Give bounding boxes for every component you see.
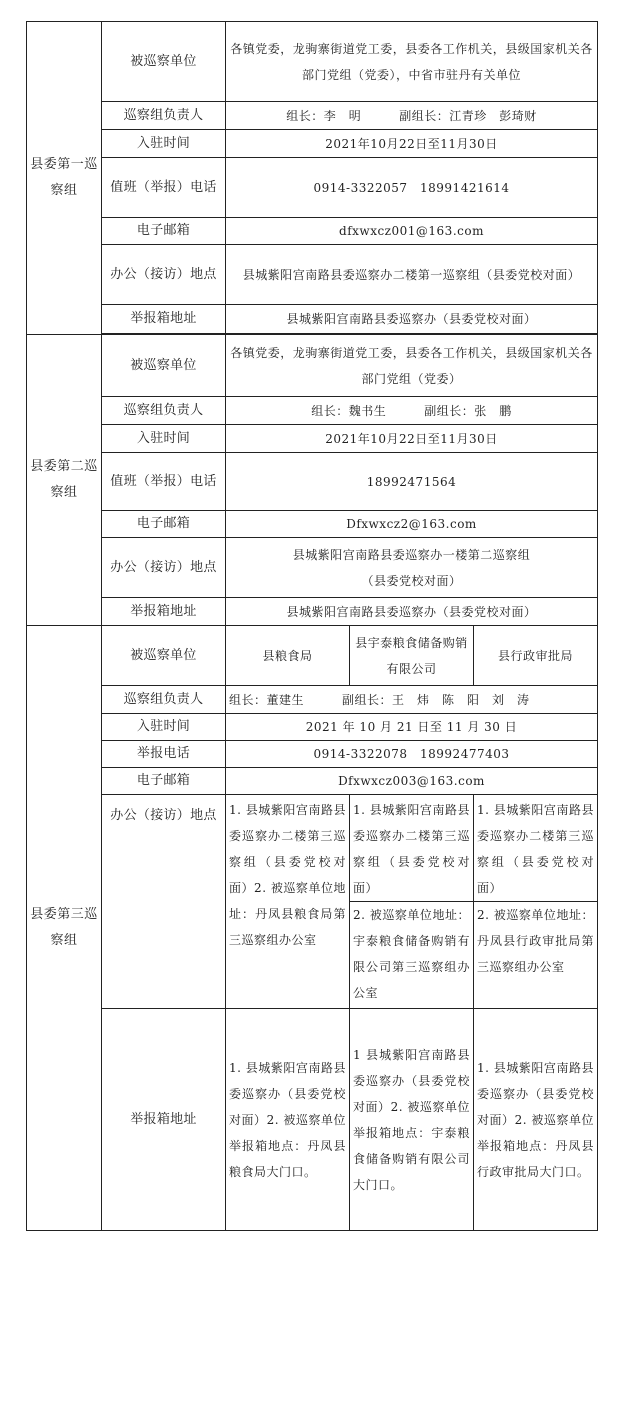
group2-leader: 组长：魏书生 (311, 403, 387, 418)
group2-units-label: 被巡察单位 (102, 335, 226, 397)
group1-duty-phone-label: 值班（举报）电话 (102, 158, 226, 218)
group1-entry-time: 2021年10月22日至11月30日 (226, 130, 598, 158)
group2-leaders-label: 巡察组负责人 (102, 397, 226, 425)
group3-unit-3: 县行政审批局 (474, 626, 598, 686)
group1-mailbox: 县城紫阳宫南路县委巡察办（县委党校对面） (226, 305, 598, 334)
group1-units-label: 被巡察单位 (102, 22, 226, 102)
group2-office-line2: （县委党校对面） (361, 573, 462, 588)
group3-office-3b: 2. 被巡察单位地址：丹凤县行政审批局第三巡察组办公室 (474, 901, 597, 980)
group3-leaders-label: 巡察组负责人 (102, 686, 226, 714)
group3-mailbox-label: 举报箱地址 (102, 1009, 226, 1231)
group2-mailbox-label: 举报箱地址 (102, 598, 226, 626)
group1-email-label: 电子邮箱 (102, 218, 226, 245)
group3-name: 县委第三巡察组 (27, 626, 102, 1231)
group3-mailbox-2: 1 县城紫阳宫南路县委巡察办（县委党校对面）2. 被巡察单位举报箱地点：宇泰粮食储备购销有限公司大门口。 (350, 1009, 474, 1231)
group1-name: 县委第一巡察组 (27, 22, 102, 335)
group3-leader: 组长：董建生 (229, 692, 305, 707)
group2-office (226, 538, 598, 598)
group3-units-label: 被巡察单位 (102, 626, 226, 686)
group2-entry-time-label: 入驻时间 (102, 425, 226, 453)
group2-office-line1: 县城紫阳宫南路县委巡察办一楼第二巡察组 (292, 547, 531, 562)
group3-email-label: 电子邮箱 (102, 768, 226, 795)
group1-phones: 0914-3322057 18991421614 (226, 158, 598, 218)
group2-mailbox: 县城紫阳宫南路县委巡察办（县委党校对面） (226, 598, 598, 626)
group3-unit-2: 县宇泰粮食储备购销有限公司 (350, 626, 474, 686)
group2-entry-time: 2021年10月22日至11月30日 (226, 425, 598, 453)
group3-deputy: 副组长：王 炜 陈 阳 刘 涛 (342, 692, 530, 707)
group1-units: 各镇党委，龙驹寨街道党工委，县委各工作机关，县级国家机关各部门党组（党委），中省市驻丹有关单位 (226, 22, 598, 102)
group1-mailbox-label: 举报箱地址 (102, 305, 226, 334)
group3-office-2 (350, 795, 474, 1009)
group3-unit-1: 县粮食局 (226, 626, 350, 686)
group3-office-1: 1. 县城紫阳宫南路县委巡察办二楼第三巡察组（县委党校对面）2. 被巡察单位地址：丹凤县粮食局第三巡察组办公室 (226, 795, 350, 1009)
group1-office: 县城紫阳宫南路县委巡察办二楼第一巡察组（县委党校对面） (226, 245, 598, 305)
group3-office-3 (474, 795, 598, 1009)
group3-entry-time-label: 入驻时间 (102, 714, 226, 741)
group1-leader: 组长：李 明 (286, 108, 362, 123)
group3-office-3a: 1. 县城紫阳宫南路县委巡察办二楼第三巡察组（县委党校对面） (477, 803, 594, 895)
group3-mailbox-3: 1. 县城紫阳宫南路县委巡察办（县委党校对面）2. 被巡察单位举报箱地点：丹凤县行政审批局大门口。 (474, 1009, 598, 1231)
group1-deputy: 副组长：江青珍 彭琦财 (399, 108, 537, 123)
group3-leaders (226, 686, 598, 714)
group3-office-label: 办公（接访）地点 (102, 795, 226, 1009)
group2-units: 各镇党委，龙驹寨街道党工委，县委各工作机关，县级国家机关各部门党组（党委） (226, 335, 598, 397)
group3-office-2b: 2. 被巡察单位地址：宇泰粮食储备购销有限公司第三巡察组办公室 (350, 901, 473, 1006)
group2-email: Dfxwxcz2@163.com (226, 511, 598, 538)
group2-office-label: 办公（接访）地点 (102, 538, 226, 598)
group3-email: Dfxwxcz003@163.com (226, 768, 598, 795)
group2-name: 县委第二巡察组 (27, 335, 102, 626)
group3-entry-time: 2021 年 10 月 21 日至 11 月 30 日 (226, 714, 598, 741)
group2-leaders (226, 397, 598, 425)
group2-email-label: 电子邮箱 (102, 511, 226, 538)
group1-leaders-label: 巡察组负责人 (102, 102, 226, 130)
group3-mailbox-1: 1. 县城紫阳宫南路县委巡察办（县委党校对面）2. 被巡察单位举报箱地点：丹凤县粮食局大门口。 (226, 1009, 350, 1231)
group2-deputy: 副组长：张 鹏 (424, 403, 512, 418)
group3-phones: 0914-3322078 18992477403 (226, 741, 598, 768)
group1-leaders (226, 102, 598, 130)
group1-entry-time-label: 入驻时间 (102, 130, 226, 158)
group3-report-phone-label: 举报电话 (102, 741, 226, 768)
group1-office-label: 办公（接访）地点 (102, 245, 226, 305)
group3-office-2a: 1. 县城紫阳宫南路县委巡察办二楼第三巡察组（县委党校对面） (353, 803, 470, 895)
inspection-group-table (26, 21, 598, 1231)
group1-email: dfxwxcz001@163.com (226, 218, 598, 245)
group2-duty-phone-label: 值班（举报）电话 (102, 453, 226, 511)
group2-phones: 18992471564 (226, 453, 598, 511)
